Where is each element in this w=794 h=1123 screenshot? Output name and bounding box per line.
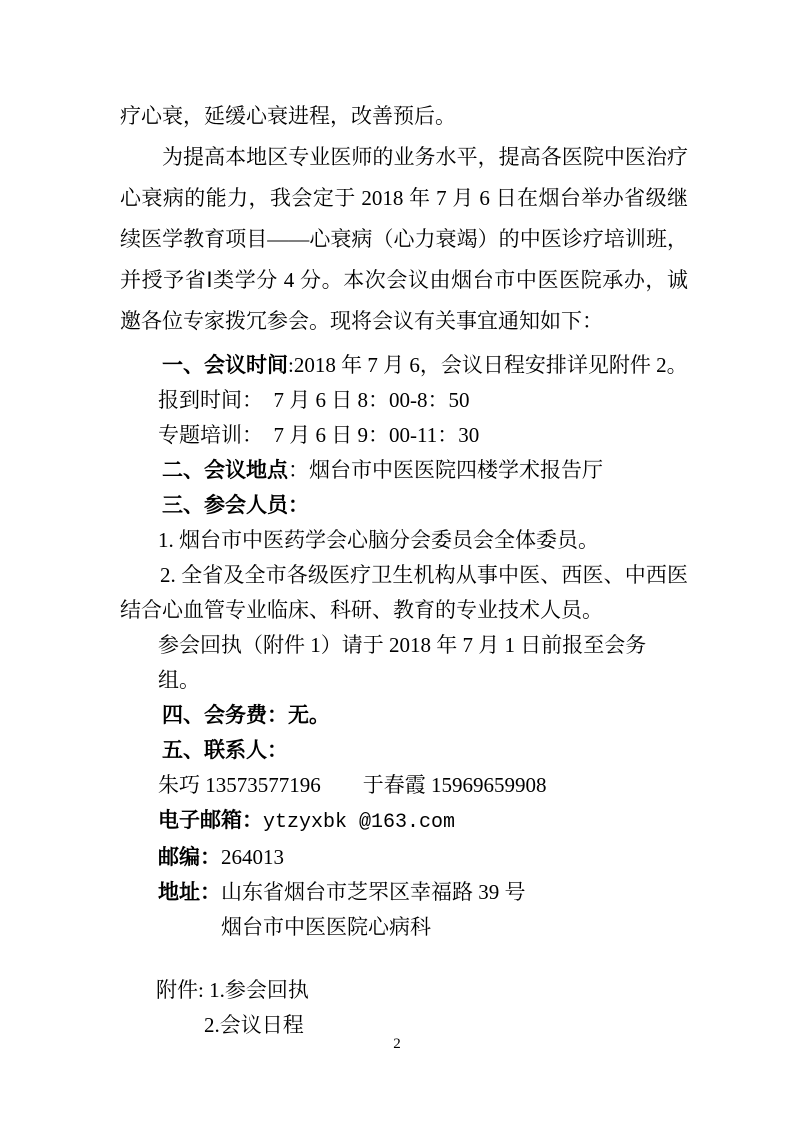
email-label: 电子邮箱： (158, 809, 263, 832)
address-value: 山东省烟台市芝罘区幸福路 39 号 (221, 880, 526, 904)
paragraph-continuation: 疗心衰，延缓心衰进程，改善预后。 (120, 104, 456, 128)
paragraph-main: 为提高本地区专业医师的业务水平，提高各医院中医治疗心衰病的能力，我会定于 2018 年 7 月 6 日在烟台举办省级继续医学教育项目——心衰病（心力衰竭）的中医诊疗培训班，并授予省Ⅰ类学分 4 分。本次会议由烟台市中医医院承办，诚邀各位专家拨冗参会。现将会议有关事宜通知如下： (120, 145, 688, 333)
section-attendees-heading (120, 488, 688, 523)
attachment-item-1: 1.参会回执 (209, 978, 309, 1002)
section-meeting-time (120, 348, 688, 383)
section-meeting-time-text: :2018 年 7 月 6，会议日程安排详见附件 2。 (288, 353, 688, 377)
training-time-line: 专题培训： 7 月 6 日 9：00-11：30 (158, 423, 480, 447)
attendee-item-2: 2. 全省及全市各级医疗卫生机构从事中医、西医、中西医结合心血管专业临床、科研、教育的专业技术人员。 (120, 563, 688, 622)
section-fee-label: 四、会务费：无。 (162, 704, 330, 727)
document-body (120, 96, 688, 1043)
attachments-block (120, 973, 688, 1043)
attendee-item-1: 1. 烟台市中医药学会心脑分会委员会全体委员。 (158, 528, 599, 552)
address-line (120, 875, 688, 910)
email-value: ytzyxbk @163.com (263, 811, 456, 834)
attachment-item-2: 2.会议日程 (204, 1013, 304, 1037)
checkin-time-line: 报到时间： 7 月 6 日 8：00-8：50 (158, 388, 470, 412)
section-meeting-time-label: 一、会议时间 (162, 354, 288, 377)
address-line-2: 烟台市中医医院心病科 (221, 915, 431, 939)
email-line (120, 803, 688, 840)
section-meeting-place-label: 二、会议地点 (162, 459, 288, 482)
section-meeting-place-text: ：烟台市中医医院四楼学术报告厅 (288, 458, 603, 482)
contacts-line: 朱巧 13573577196 于春霞 15969659908 (158, 773, 547, 797)
notice-sections (120, 348, 688, 945)
section-meeting-place (120, 453, 688, 488)
zipcode-label: 邮编： (158, 846, 221, 869)
section-contacts-heading (120, 733, 688, 768)
reply-note-line: 参会回执（附件 1）请于 2018 年 7 月 1 日前报至会务组。 (158, 633, 647, 692)
section-attendees-label: 三、参会人员： (162, 494, 309, 517)
section-fee-heading (120, 698, 688, 733)
attachments-label: 附件: (156, 978, 204, 1002)
attachments-line-1 (120, 973, 688, 1008)
zipcode-value: 264013 (221, 845, 284, 869)
page-number: 2 (393, 1036, 401, 1052)
section-contacts-label: 五、联系人： (162, 739, 288, 762)
zipcode-line (120, 840, 688, 875)
address-label: 地址： (158, 881, 221, 904)
